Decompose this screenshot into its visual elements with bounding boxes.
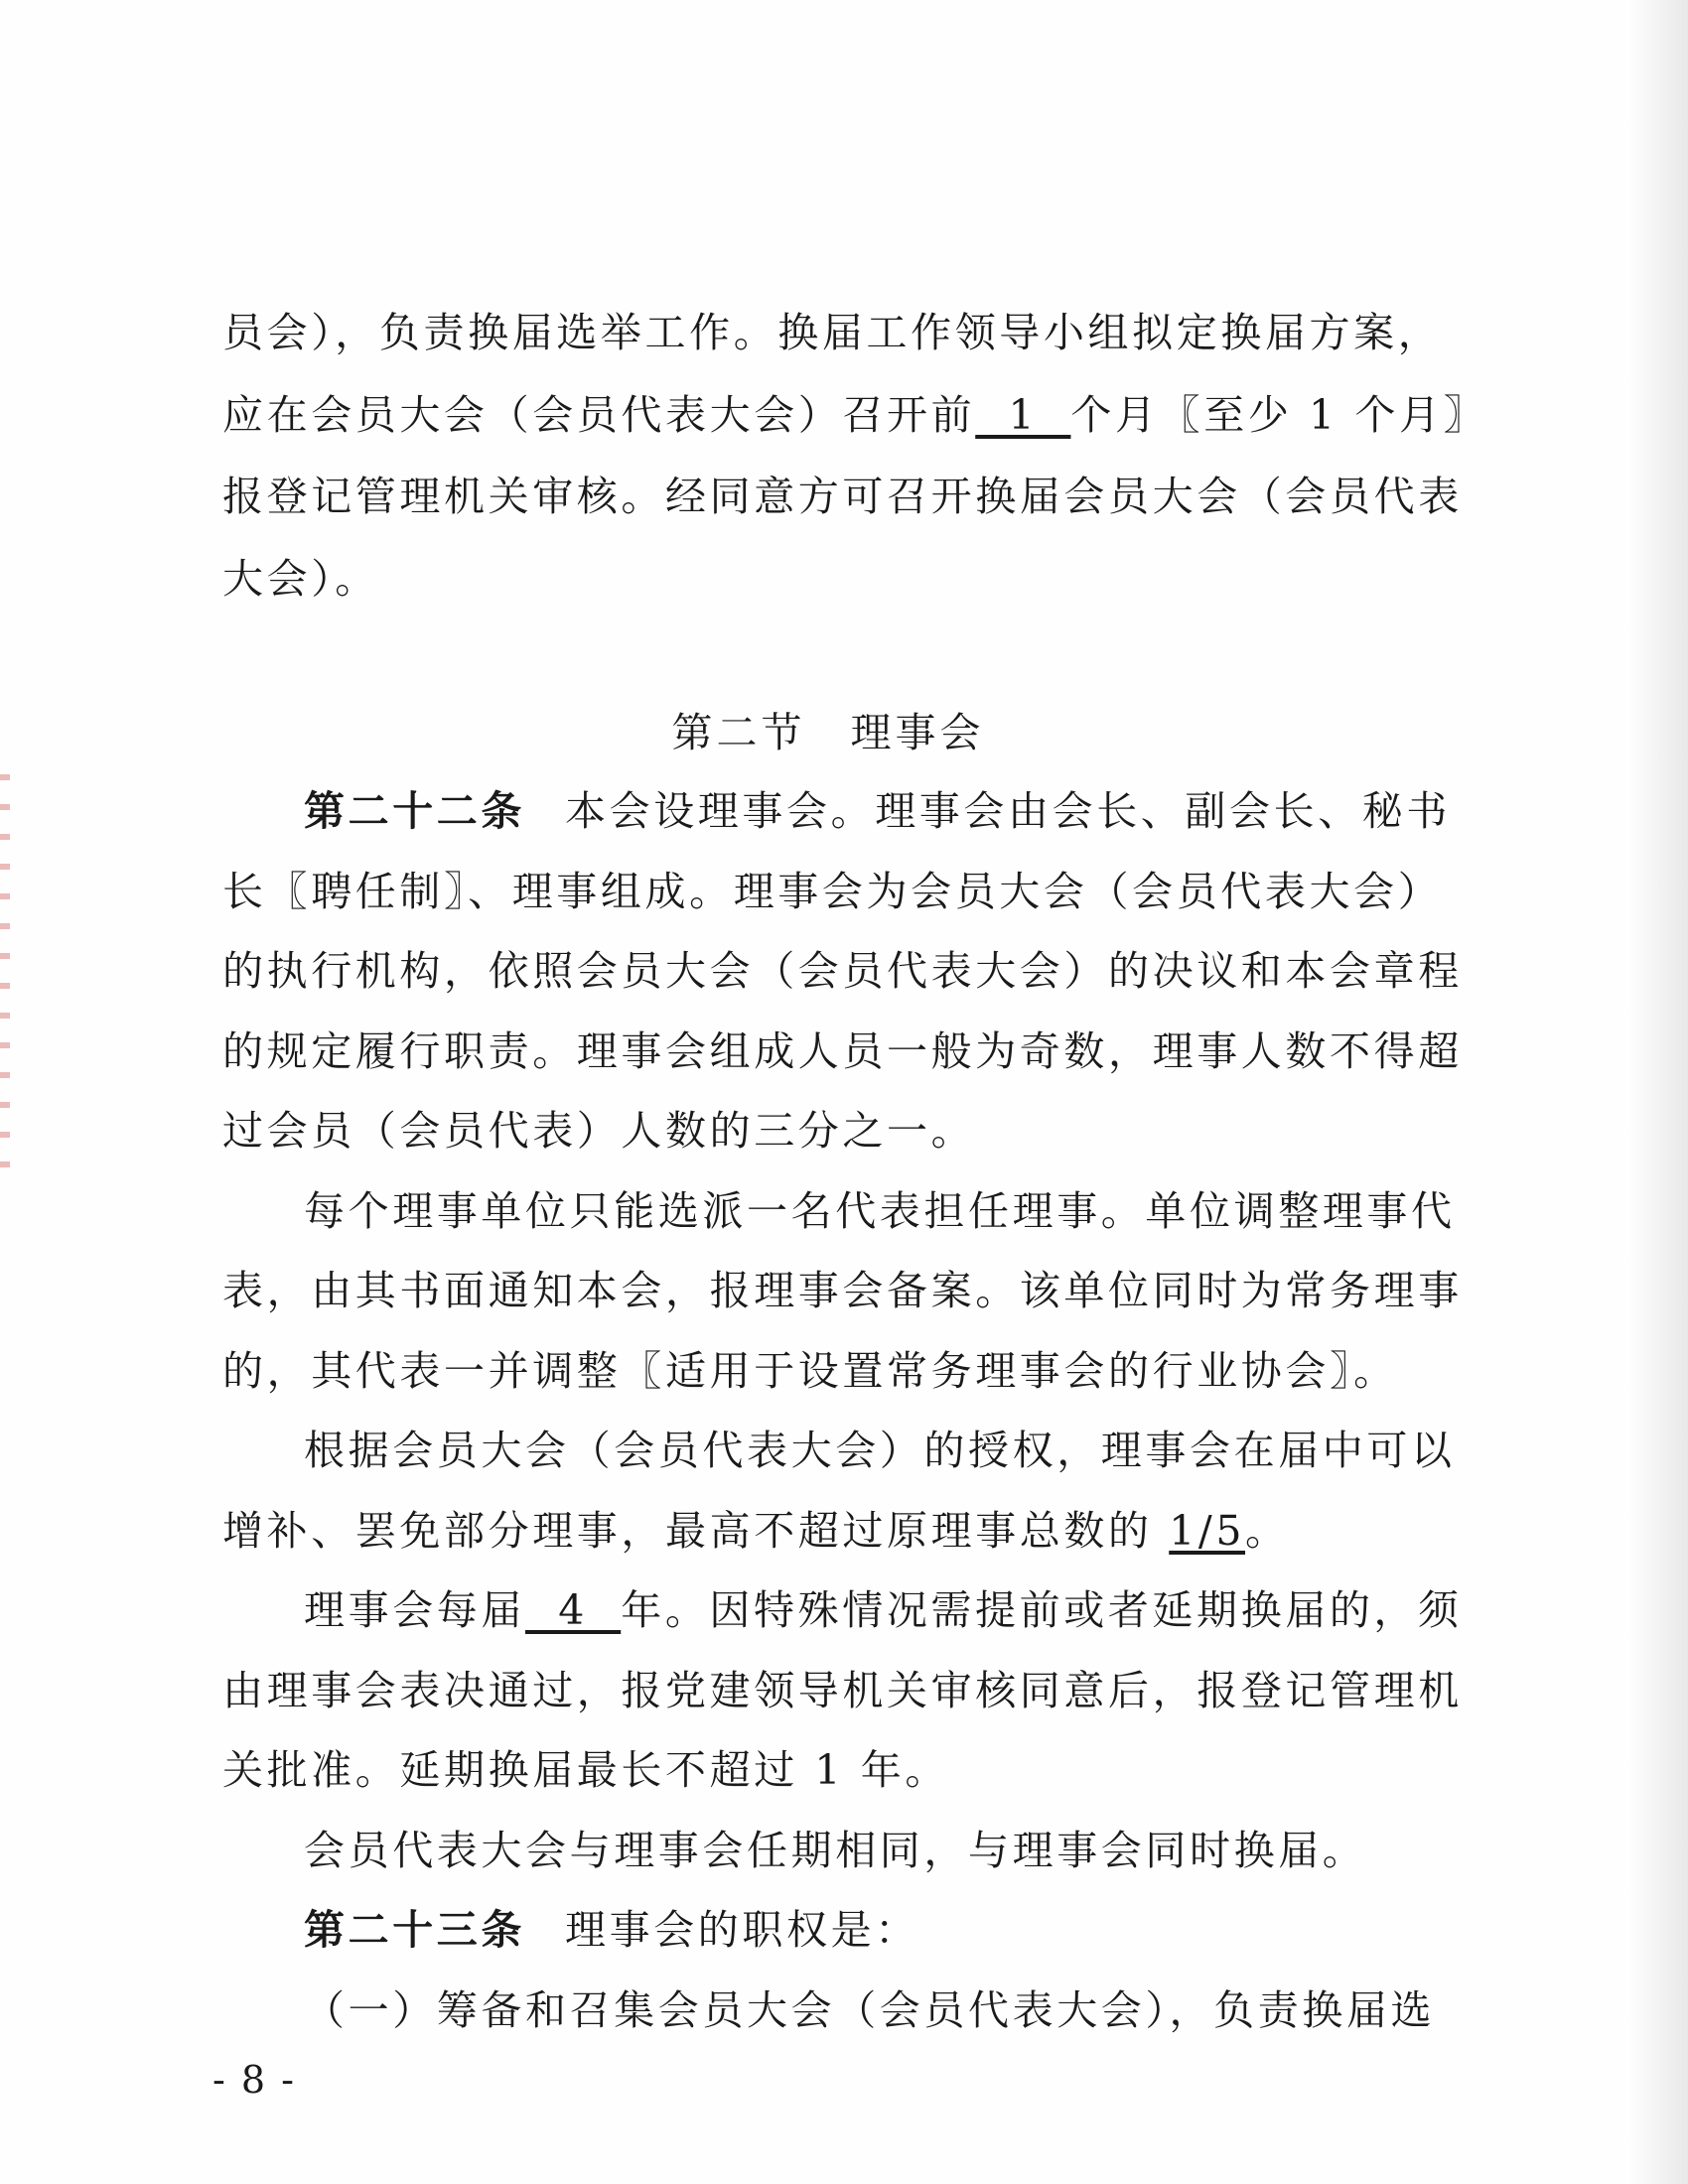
underlined-value: 1/5 [1169, 1507, 1246, 1555]
article-22-first-line [304, 781, 1451, 841]
text-line: 过会员（会员代表）人数的三分之一。 [222, 1107, 976, 1155]
text-segment: 年。因特殊情况需提前或者延期换届的，须 [621, 1586, 1463, 1634]
text-segment: 。 [1245, 1507, 1290, 1555]
text-line: 的执行机构，依照会员大会（会员代表大会）的决议和本会章程 [222, 947, 1463, 995]
text-line: 的，其代表一并调整〖适用于设置常务理事会的行业协会〗。 [222, 1347, 1398, 1395]
text-line: 员会），负责换届选举工作。换届工作领导小组拟定换届方案， [222, 309, 1443, 356]
text-line: 会员代表大会与理事会任期相同，与理事会同时换届。 [304, 1827, 1367, 1874]
article-label: 第二十二条 [304, 787, 525, 835]
underlined-value: 1 [975, 391, 1071, 439]
scan-edge-shadow [1628, 0, 1688, 2184]
text-segment: 理事会的职权是： [565, 1906, 919, 1954]
article-label: 第二十三条 [304, 1906, 525, 1954]
text-line [222, 1501, 1434, 1561]
text-line: 根据会员大会（会员代表大会）的授权，理事会在届中可以 [304, 1427, 1456, 1474]
section-title: 第二节 理事会 [671, 709, 985, 756]
article-23-line [304, 1900, 1436, 1960]
text-segment: 应在会员大会（会员代表大会）召开前 [222, 391, 976, 439]
binding-marks [0, 774, 10, 1191]
text-line: 长〖聘任制〗、理事组成。理事会为会员大会（会员代表大会） [222, 868, 1443, 915]
text-line [304, 1580, 1463, 1640]
text-line: 每个理事单位只能选派一名代表担任理事。单位调整理事代 [304, 1187, 1456, 1235]
text-line: 报登记管理机关审核。经同意方可召开换届会员大会（会员代表 [222, 473, 1463, 520]
text-segment: 增补、罢免部分理事，最高不超过原理事总数的 [222, 1507, 1170, 1555]
underlined-value: 4 [525, 1586, 622, 1634]
text-segment: 本会设理事会。理事会由会长、副会长、秘书 [565, 787, 1451, 835]
text-line: 关批准。延期换届最长不超过 1 年。 [222, 1746, 949, 1794]
text-segment: 理事会每届 [304, 1586, 525, 1634]
text-line: 表，由其书面通知本会，报理事会备案。该单位同时为常务理事 [222, 1267, 1463, 1314]
text-line: 的规定履行职责。理事会组成人员一般为奇数，理事人数不得超 [222, 1027, 1463, 1075]
text-segment: 个月〖至少 1 个月〗 [1070, 391, 1488, 439]
page-number: - 8 - [212, 2058, 297, 2102]
text-line: 由理事会表决通过，报党建领导机关审核同意后，报登记管理机 [222, 1667, 1463, 1714]
text-line: 大会）。 [222, 555, 379, 603]
list-item: （一）筹备和召集会员大会（会员代表大会），负责换届选 [304, 1986, 1436, 2034]
text-line [222, 385, 1488, 445]
